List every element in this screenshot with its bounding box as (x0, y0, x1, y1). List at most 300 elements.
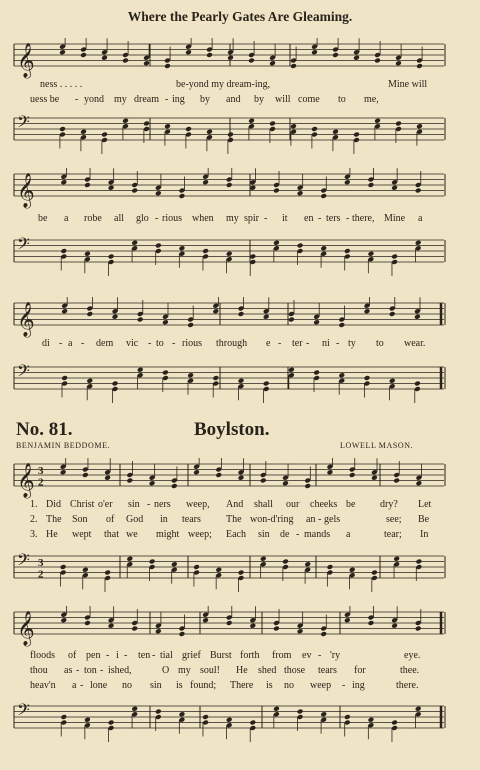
lyric-word: forth (240, 650, 260, 661)
note-head (60, 248, 67, 254)
note-head (104, 570, 111, 576)
lyric-word: a (64, 213, 69, 224)
note-head (149, 559, 156, 565)
lyric-word: pen (86, 650, 101, 661)
note-head (155, 628, 162, 634)
note-head (155, 709, 162, 715)
lyric-word: - (264, 213, 268, 224)
note-head (101, 132, 108, 138)
lyric-word: gels (324, 514, 341, 525)
lyric-word: in (160, 514, 168, 525)
lyric-word: ness . . . . . (40, 79, 83, 90)
lyric-word: o'er (98, 499, 113, 510)
lyric-word: shall (254, 499, 273, 510)
treble-clef-icon: 𝄞 (17, 173, 35, 208)
note-head (368, 620, 375, 626)
note-head (273, 240, 280, 246)
lyric-word: cheeks (310, 499, 338, 510)
lyric-word: - (318, 650, 322, 661)
note-head (327, 564, 334, 570)
lyric-word: is (176, 680, 183, 691)
note-head (101, 55, 108, 61)
note-head (164, 123, 171, 129)
lyric-word: of (106, 514, 115, 525)
note-head (60, 564, 67, 570)
note-head (248, 58, 255, 64)
note-head (349, 567, 356, 573)
hymn-name: Boylston. (194, 419, 270, 440)
lyric-word: ten (138, 650, 151, 661)
note-head (59, 126, 66, 132)
lyric-word: won-d'ring (250, 514, 294, 525)
note-head (112, 314, 119, 320)
note-head (171, 561, 178, 567)
lyric-word: wept (72, 529, 92, 540)
composer-credit: LOWELL MASON. (340, 441, 414, 450)
lyric-word: uess be (30, 94, 60, 105)
lyric-line (0, 514, 480, 528)
lyric-word: 2. (30, 514, 38, 525)
note-head (320, 245, 327, 251)
note-head (313, 370, 320, 376)
note-head (288, 367, 295, 373)
lyric-word: Let (418, 499, 432, 510)
lyric-word: see; (386, 514, 402, 525)
note-head (84, 620, 91, 626)
note-head (263, 381, 270, 387)
lyric-word: be (38, 213, 48, 224)
lyric-word: will (275, 94, 291, 105)
lyric-word: sin (258, 529, 270, 540)
lyric-word: dream (134, 94, 159, 105)
note-head (179, 245, 186, 251)
lyric-word: Burst (210, 650, 232, 661)
lyric-word: glo (136, 213, 149, 224)
note-head (86, 311, 93, 317)
lyric-word: Mine (384, 213, 406, 224)
note-head (155, 190, 162, 196)
note-head (263, 314, 270, 320)
note-head (344, 248, 351, 254)
lyric-word: de (280, 529, 290, 540)
lyric-word: weep (310, 680, 332, 691)
lyric-word: - (172, 338, 176, 349)
lyric-line (0, 79, 480, 93)
note-head (61, 308, 68, 314)
note-head (226, 620, 233, 626)
note-head (338, 372, 345, 378)
lyric-word: thee. (400, 665, 420, 676)
lyric-word: be-yond my dream-ing, (176, 79, 271, 90)
note-head (164, 63, 171, 69)
lyric-word: no (284, 680, 294, 691)
lyric-word: tears (318, 665, 337, 676)
lyric-word: ished, (108, 665, 132, 676)
lyric-word: - (278, 338, 282, 349)
note-head (137, 367, 144, 373)
note-head (108, 623, 115, 629)
lyric-word: floods (30, 650, 55, 661)
lyric-word: of (68, 650, 77, 661)
lyric-word: rious (182, 338, 202, 349)
note-head (82, 472, 89, 478)
note-head (179, 711, 186, 717)
note-head (273, 626, 280, 632)
lyric-word: by (200, 94, 210, 105)
lyric-word: - (124, 650, 128, 661)
note-head (290, 63, 297, 69)
note-head (297, 190, 304, 196)
note-head (202, 248, 209, 254)
lyric-word: for (354, 665, 366, 676)
lyric-word: heav'n (30, 680, 56, 691)
time-signature: 3 (38, 556, 44, 569)
note-head (393, 478, 400, 484)
lyric-word: - (106, 650, 110, 661)
lyric-word: robe (84, 213, 102, 224)
lyric-word: lone (90, 680, 108, 691)
note-head (364, 375, 371, 381)
lyric-word: In (420, 529, 429, 540)
lyric-word: might (156, 529, 180, 540)
lyric-word: O (162, 665, 170, 676)
note-head (122, 58, 129, 64)
lyric-word: tial (160, 650, 173, 661)
lyric-word: it (282, 213, 288, 224)
note-head (126, 478, 133, 484)
lyric-word: - (342, 680, 346, 691)
note-head (320, 193, 327, 199)
note-head (273, 706, 280, 712)
note-head (126, 556, 133, 562)
note-head (137, 317, 144, 323)
note-head (290, 123, 297, 129)
note-head (108, 720, 115, 726)
lyric-word: Be (418, 514, 430, 525)
lyric-word: ton (84, 665, 97, 676)
lyric-word: ev (302, 650, 312, 661)
note-head (415, 626, 422, 632)
lyric-line (0, 499, 480, 513)
lyric-word: sin (128, 499, 140, 510)
note-head (269, 121, 276, 127)
time-signature: 2 (38, 476, 44, 489)
lyric-word: - (81, 338, 85, 349)
lyric-word: - (80, 680, 84, 691)
note-head (202, 617, 209, 623)
lyric-word: - (147, 499, 151, 510)
note-head (226, 182, 233, 188)
note-head (143, 60, 150, 66)
lyric-word: my (178, 665, 191, 676)
lyric-line (0, 338, 480, 352)
note-head (86, 378, 93, 384)
note-head (108, 254, 115, 260)
note-head (338, 322, 345, 328)
lyric-word: that (104, 529, 119, 540)
note-head (389, 311, 396, 317)
note-head (371, 475, 378, 481)
lyric-word: by (254, 94, 264, 105)
note-head (374, 58, 381, 64)
music-staff (0, 112, 480, 162)
note-head (416, 480, 423, 486)
treble-clef-icon: 𝄞 (17, 611, 35, 646)
lyric-word: wear. (404, 338, 426, 349)
note-head (226, 717, 233, 723)
note-head (297, 628, 304, 634)
note-head (187, 322, 194, 328)
lyric-word: - (152, 650, 156, 661)
note-head (80, 52, 87, 58)
lyric-word: ty (348, 338, 356, 349)
lyric-word: ing (352, 680, 365, 691)
note-head (311, 126, 318, 132)
lyric-word: - (76, 665, 80, 676)
note-head (353, 55, 360, 61)
lyric-word: thou (30, 665, 48, 676)
lyric-word: There (230, 680, 254, 691)
note-head (415, 706, 422, 712)
note-head (60, 469, 67, 475)
note-head (391, 185, 398, 191)
lyric-word: soul! (200, 665, 220, 676)
note-head (193, 469, 200, 475)
note-head (288, 317, 295, 323)
note-head (60, 617, 67, 623)
lyric-word: weep, (186, 499, 210, 510)
lyric-word: - (165, 94, 169, 105)
note-head (61, 375, 68, 381)
lyric-word: - (336, 338, 340, 349)
lyric-word: a (68, 338, 73, 349)
note-head (80, 129, 87, 135)
note-head (187, 372, 194, 378)
lyric-line (0, 213, 480, 227)
lyric-word: eye. (404, 650, 421, 661)
note-head (260, 478, 267, 484)
note-head (59, 49, 66, 55)
lyric-word: - (296, 529, 300, 540)
note-head (84, 717, 91, 723)
note-head (131, 626, 138, 632)
note-head (215, 567, 222, 573)
lyric-line (0, 529, 480, 543)
lyric-word: ters (326, 213, 341, 224)
lyric-word: 'ry (330, 650, 341, 661)
lyric-word: shed (258, 665, 277, 676)
lyric-word: - (155, 213, 159, 224)
note-head (238, 378, 245, 384)
lyric-word: He (236, 665, 248, 676)
note-head (131, 188, 138, 194)
time-signature: 2 (38, 568, 44, 581)
lyric-word: we (126, 529, 138, 540)
lyric-word: The (226, 514, 242, 525)
note-head (320, 631, 327, 637)
note-head (391, 623, 398, 629)
lyric-word: 1. (30, 499, 38, 510)
author-credit: BENJAMIN BEDDOME. (16, 441, 111, 450)
note-head (269, 60, 276, 66)
bass-clef-icon: 𝄢 (17, 234, 30, 258)
lyric-word: there, (352, 213, 375, 224)
lyric-word: rious (162, 213, 182, 224)
note-head (143, 121, 150, 127)
note-head (395, 121, 402, 127)
lyric-word: come (298, 94, 320, 105)
note-head (344, 714, 351, 720)
lyric-word: my (226, 213, 239, 224)
note-head (415, 240, 422, 246)
note-head (415, 188, 422, 194)
lyric-word: di (42, 338, 50, 349)
note-head (371, 570, 378, 576)
note-head (260, 556, 267, 562)
music-staff (0, 550, 480, 600)
lyric-word: mands (304, 529, 331, 540)
lyric-word: a (346, 529, 351, 540)
song-title: Where the Pearly Gates Are Gleaming. (127, 9, 353, 24)
lyric-word: The (46, 514, 62, 525)
lyric-word: when (192, 213, 214, 224)
note-head (368, 717, 375, 723)
lyric-word: those (284, 665, 306, 676)
lyric-word: to (376, 338, 384, 349)
lyric-word: my (114, 94, 127, 105)
note-head (416, 123, 423, 129)
note-head (395, 60, 402, 66)
lyric-word: to (338, 94, 346, 105)
bass-clef-icon: 𝄢 (17, 112, 30, 136)
lyric-word: from (272, 650, 292, 661)
note-head (297, 243, 304, 249)
lyric-word: - (148, 338, 152, 349)
note-head (202, 714, 209, 720)
note-head (227, 55, 234, 61)
note-head (349, 472, 356, 478)
note-head (185, 49, 192, 55)
lyric-word: And (226, 499, 244, 510)
note-head (212, 375, 219, 381)
note-head (311, 49, 318, 55)
lyric-word: as (64, 665, 73, 676)
note-head (171, 483, 178, 489)
lyric-line (0, 680, 480, 694)
note-head (368, 182, 375, 188)
lyric-word: ing (172, 94, 185, 105)
bass-clef-icon: 𝄢 (17, 700, 30, 724)
note-head (215, 472, 222, 478)
note-head (112, 381, 119, 387)
lyric-word: to (156, 338, 164, 349)
music-staff (0, 234, 480, 284)
note-head (344, 617, 351, 623)
note-head (368, 251, 375, 257)
lyric-word: - (346, 213, 350, 224)
lyric-word: an (306, 514, 316, 525)
hymn-number: No. 81. (16, 419, 73, 440)
note-head (162, 370, 169, 376)
note-head (179, 631, 186, 637)
lyric-word: found; (190, 680, 217, 691)
lyric-word: no (122, 680, 132, 691)
note-head (374, 118, 381, 124)
lyric-word: Son (72, 514, 88, 525)
lyric-word: be (346, 499, 356, 510)
time-signature: 3 (38, 464, 44, 477)
note-head (416, 63, 423, 69)
note-head (248, 118, 255, 124)
lyric-word: Did (46, 499, 61, 510)
lyric-word: - (318, 514, 322, 525)
note-head (391, 720, 398, 726)
note-head (155, 243, 162, 249)
note-head (206, 129, 213, 135)
lyric-word: a (418, 213, 423, 224)
note-head (82, 567, 89, 573)
lyric-word: God (126, 514, 144, 525)
treble-clef-icon: 𝄞 (17, 463, 35, 498)
note-head (227, 132, 234, 138)
note-head (108, 185, 115, 191)
lyric-word: sin (150, 680, 162, 691)
note-head (249, 623, 256, 629)
music-staff (0, 168, 480, 218)
note-head (313, 319, 320, 325)
note-head (353, 132, 360, 138)
lyric-line (0, 665, 480, 679)
lyric-word: there. (396, 680, 419, 691)
lyric-word: yond (84, 94, 104, 105)
lyric-word: grief (182, 650, 201, 661)
lyric-word: en (304, 213, 314, 224)
lyric-word: all (114, 213, 124, 224)
note-head (149, 480, 156, 486)
lyric-word: ni (322, 338, 330, 349)
note-head (238, 570, 245, 576)
note-head (332, 129, 339, 135)
note-head (238, 311, 245, 317)
lyric-word: - (306, 338, 310, 349)
lyric-word: spir (244, 213, 259, 224)
note-head (416, 559, 423, 565)
lyric-word: and (226, 94, 241, 105)
note-head (304, 483, 311, 489)
note-head (60, 714, 67, 720)
treble-clef-icon: 𝄞 (17, 302, 35, 337)
note-head (327, 469, 334, 475)
note-head (202, 179, 209, 185)
note-head (282, 480, 289, 486)
music-staff (0, 361, 480, 411)
lyric-word: ners (154, 499, 171, 510)
lyric-word: Each (226, 529, 246, 540)
note-head (193, 564, 200, 570)
note-head (60, 179, 67, 185)
note-head (84, 182, 91, 188)
note-head (304, 561, 311, 567)
note-head (391, 254, 398, 260)
note-head (393, 556, 400, 562)
lyric-word: tear; (384, 529, 402, 540)
note-head (84, 251, 91, 257)
note-head (414, 381, 421, 387)
note-head (297, 709, 304, 715)
lyric-word: ter (292, 338, 303, 349)
lyric-word: Mine will (388, 79, 428, 90)
lyric-word: is (266, 680, 273, 691)
